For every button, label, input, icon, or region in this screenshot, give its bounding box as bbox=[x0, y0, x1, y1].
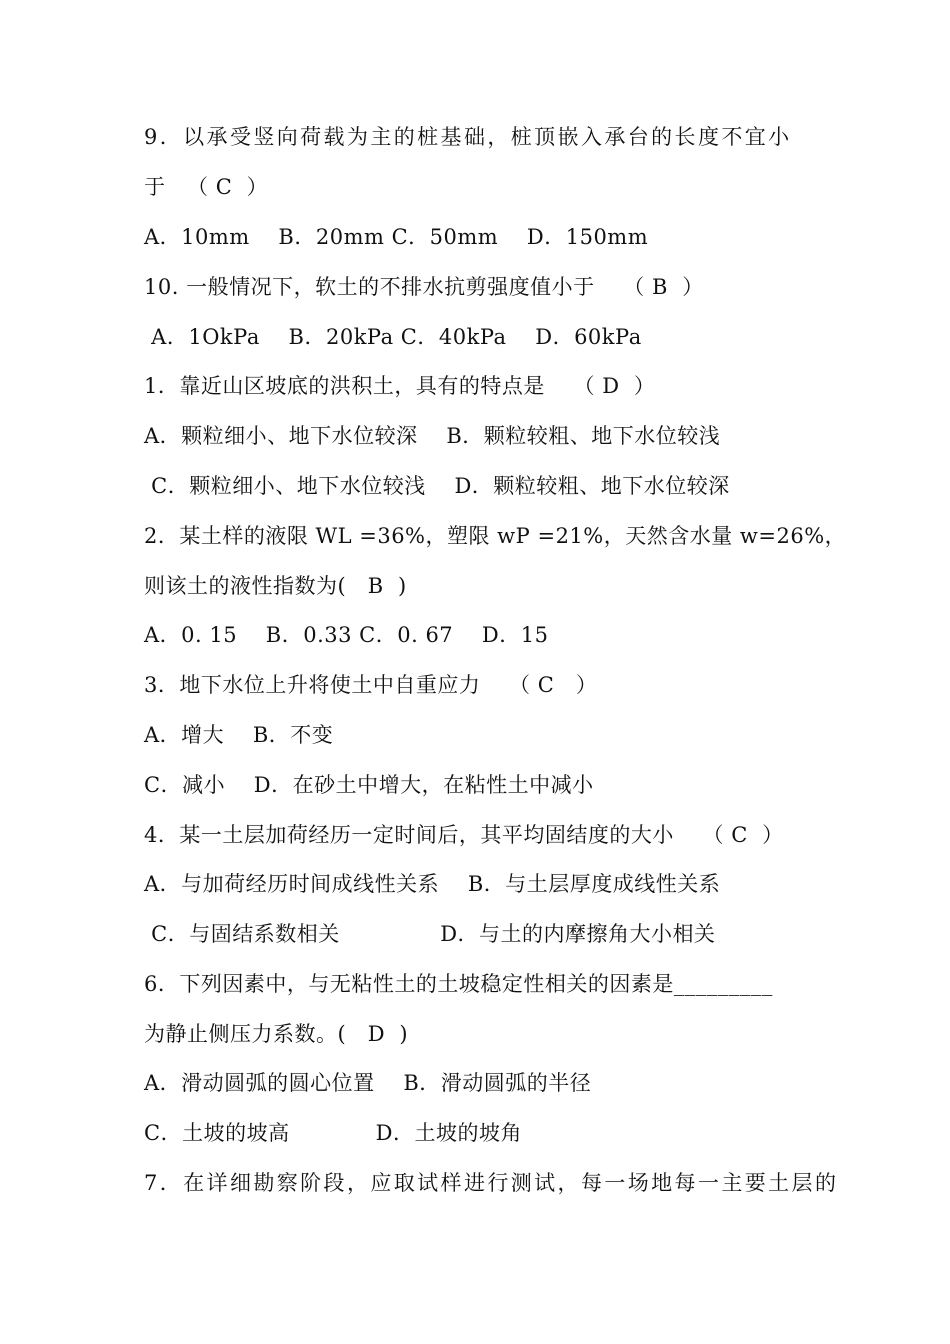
question-4-stem: 4．某一土层加荷经历一定时间后，其平均固结度的大小 （ C ） bbox=[144, 823, 784, 847]
question-1-options-cd: C．颗粒细小、地下水位较浅 D．颗粒较粗、地下水位较深 bbox=[144, 474, 730, 498]
question-4-options-cd: C．与固结系数相关 D．与土的内摩擦角大小相关 bbox=[144, 922, 716, 946]
question-6-stem: 6．下列因素中，与无粘性土的土坡稳定性相关的因素是_________ bbox=[144, 972, 773, 996]
question-3-stem: 3．地下水位上升将使土中自重应力 （ C ） bbox=[144, 673, 598, 697]
question-9-answer: 于 （ C ） bbox=[144, 175, 269, 199]
question-2-options: A．0. 15 B．0.33 C．0. 67 D．15 bbox=[144, 623, 549, 647]
question-9-stem: 9．以承受竖向荷载为主的桩基础，桩顶嵌入承台的长度不宜小 bbox=[144, 125, 792, 149]
question-10-options: A．1OkPa B．20kPa C．40kPa D．60kPa bbox=[144, 325, 642, 349]
question-1-options-ab: A．颗粒细小、地下水位较深 B．颗粒较粗、地下水位较浅 bbox=[144, 424, 721, 448]
question-3-options-cd: C．减小 D．在砂土中增大，在粘性土中减小 bbox=[144, 773, 594, 797]
question-2-answer: 则该土的液性指数为( B ) bbox=[144, 574, 407, 598]
question-1-stem: 1．靠近山区坡底的洪积土，具有的特点是 （ D ） bbox=[144, 374, 656, 398]
question-7-stem: 7．在详细勘察阶段，应取试样进行测试，每一场地每一主要土层的 bbox=[144, 1171, 839, 1195]
question-3-options-ab: A．增大 B．不变 bbox=[144, 723, 334, 747]
question-10-stem: 10. 一般情况下，软土的不排水抗剪强度值小于 （ B ） bbox=[144, 275, 704, 299]
question-4-options-ab: A．与加荷经历时间成线性关系 B．与土层厚度成线性关系 bbox=[144, 872, 721, 896]
question-9-options: A．10mm B．20mm C．50mm D．150mm bbox=[144, 225, 649, 249]
question-2-stem: 2．某土样的液限 WL =36%，塑限 wP =21%，天然含水量 w=26%， bbox=[144, 524, 847, 548]
question-6-options-ab: A．滑动圆弧的圆心位置 B．滑动圆弧的半径 bbox=[144, 1071, 592, 1095]
question-6-options-cd: C．土坡的坡高 D．土坡的坡角 bbox=[144, 1121, 523, 1145]
question-6-answer: 为静止侧压力系数。( D ) bbox=[144, 1022, 409, 1046]
